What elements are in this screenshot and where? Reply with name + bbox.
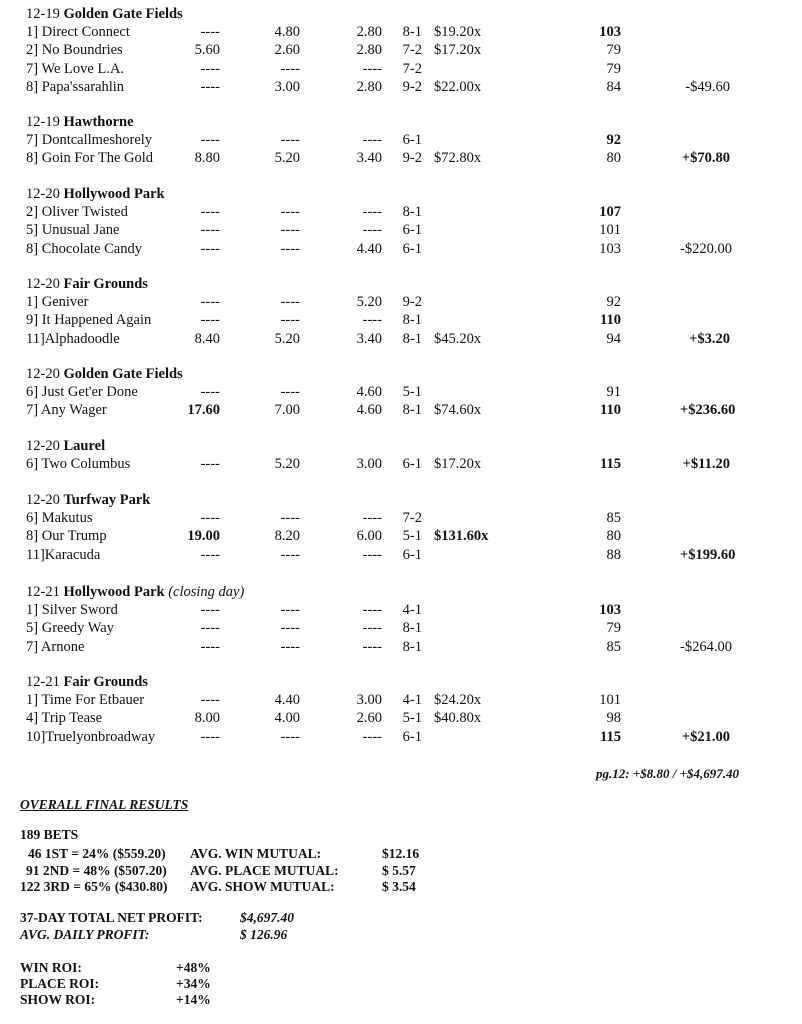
post-number: 9] xyxy=(26,312,39,329)
speed-figure: 92 xyxy=(606,132,621,148)
speed-figure: 101 xyxy=(599,692,621,708)
morning-line-odds: 8-1 xyxy=(402,330,422,347)
horse-entry xyxy=(26,222,119,239)
speed-figure: 103 xyxy=(599,602,621,618)
speed-figure: 115 xyxy=(600,456,621,472)
win-payout: 8.40 xyxy=(194,330,220,347)
horse-entry xyxy=(26,132,152,149)
horse-entry xyxy=(26,710,102,727)
win-payout: ---- xyxy=(200,132,220,148)
entry-row xyxy=(0,42,802,60)
horse-entry xyxy=(26,456,130,473)
place-payout: ---- xyxy=(280,294,300,310)
horse-name: It Happened Again xyxy=(41,312,152,329)
morning-line-odds: 6-1 xyxy=(402,240,422,257)
show-roi-value: +14% xyxy=(176,992,211,1007)
horse-name: Any Wager xyxy=(40,402,107,419)
place-payout: 4.40 xyxy=(274,692,300,708)
win-payout: ---- xyxy=(200,78,220,95)
entry-row xyxy=(0,61,802,79)
post-number: 1] xyxy=(26,692,39,708)
morning-line-odds: 9-2 xyxy=(402,294,422,310)
place-payout: ---- xyxy=(280,638,300,655)
horse-name: Geniver xyxy=(41,294,89,310)
entry-row xyxy=(0,150,802,168)
race-profit: -$264.00 xyxy=(680,638,732,655)
avg-show-value: $ 3.54 xyxy=(382,879,416,894)
total-bets: 189 BETS xyxy=(20,827,79,842)
show-payout: 3.40 xyxy=(356,330,382,347)
horse-entry xyxy=(26,528,107,545)
morning-line-odds: 6-1 xyxy=(402,728,422,745)
entry-row xyxy=(0,692,802,710)
post-number: 11] xyxy=(26,546,45,563)
race-profit: +$199.60 xyxy=(680,546,736,563)
entry-row xyxy=(0,402,802,420)
win-mutuel: $40.80x xyxy=(434,710,482,727)
post-number: 8] xyxy=(26,528,39,545)
post-number: 5] xyxy=(26,222,39,239)
place-payout: 5.20 xyxy=(274,456,300,472)
entry-row xyxy=(0,331,802,349)
morning-line-odds: 8-1 xyxy=(402,24,422,40)
morning-line-odds: 9-2 xyxy=(402,78,422,95)
horse-name: Truelyonbroadway xyxy=(45,728,156,745)
post-number: 4] xyxy=(26,710,39,727)
place-payout: ---- xyxy=(280,240,300,257)
post-number: 1] xyxy=(26,602,39,618)
speed-figure: 115 xyxy=(600,728,621,745)
morning-line-odds: 6-1 xyxy=(402,222,422,239)
morning-line-odds: 8-1 xyxy=(402,620,422,637)
race-track: Fair Grounds xyxy=(63,276,148,292)
place-payout: ---- xyxy=(280,620,300,637)
show-payout: ---- xyxy=(362,204,382,220)
morning-line-odds: 6-1 xyxy=(402,132,422,148)
daily-profit-label: AVG. DAILY PROFIT: xyxy=(20,927,150,942)
post-number: 8] xyxy=(26,78,39,95)
show-payout: 2.80 xyxy=(356,24,382,40)
horse-name: Time For Etbauer xyxy=(41,692,145,708)
race-date: 12-20 xyxy=(26,276,60,292)
race-profit: -$49.60 xyxy=(685,78,730,95)
race-header xyxy=(26,492,150,509)
race-profit: +$11.20 xyxy=(682,456,730,472)
post-number: 7] xyxy=(26,132,39,148)
place-payout: 7.00 xyxy=(274,402,300,419)
speed-figure: 98 xyxy=(606,710,621,727)
race-profit: +$21.00 xyxy=(681,728,730,745)
morning-line-odds: 7-2 xyxy=(402,60,422,77)
show-payout: 3.00 xyxy=(356,692,382,708)
entry-row xyxy=(0,639,802,657)
race-track: Fair Grounds xyxy=(63,674,148,690)
race-header xyxy=(26,276,148,293)
horse-name: Arnone xyxy=(40,638,85,655)
win-mutuel: $74.60x xyxy=(434,402,482,419)
entry-row xyxy=(0,620,802,638)
post-number: 1] xyxy=(26,24,39,40)
win-mutuel: $19.20x xyxy=(434,24,482,40)
horse-name: Karacuda xyxy=(44,546,101,563)
horse-name: Oliver Twisted xyxy=(41,204,128,220)
show-payout: 2.80 xyxy=(356,78,382,95)
win-payout: ---- xyxy=(200,24,220,40)
horse-entry xyxy=(26,692,144,709)
win-roi-label: WIN ROI: xyxy=(20,960,82,975)
morning-line-odds: 8-1 xyxy=(402,402,422,419)
show-payout: 4.60 xyxy=(356,384,382,400)
speed-figure: 110 xyxy=(600,402,621,419)
horse-name: Goin For The Gold xyxy=(41,150,154,167)
race-track: Golden Gate Fields xyxy=(63,366,183,382)
win-mutuel: $17.20x xyxy=(434,456,482,472)
avg-place-value: $ 5.57 xyxy=(382,863,416,878)
horse-entry xyxy=(26,241,142,258)
place-payout: 5.20 xyxy=(274,150,300,167)
win-payout: 19.00 xyxy=(187,528,220,545)
morning-line-odds: 5-1 xyxy=(402,384,422,400)
show-roi-label: SHOW ROI: xyxy=(20,992,96,1007)
post-number: 7] xyxy=(26,402,39,419)
finish-show: 122 3RD = 65% ($430.80) xyxy=(20,879,168,894)
entry-row xyxy=(0,204,802,222)
show-payout: 2.80 xyxy=(356,42,382,59)
horse-entry xyxy=(26,639,84,656)
horse-name: Two Columbus xyxy=(41,456,131,472)
net-profit-value: $4,697.40 xyxy=(240,910,294,925)
horse-name: We Love L.A. xyxy=(41,60,125,77)
speed-figure: 80 xyxy=(606,150,621,167)
show-payout: 3.40 xyxy=(356,150,382,167)
speed-figure: 101 xyxy=(599,222,621,239)
horse-name: Alphadoodle xyxy=(44,330,120,347)
race-profit: -$220.00 xyxy=(680,240,732,257)
show-payout: ---- xyxy=(362,510,382,526)
entry-row xyxy=(0,294,802,312)
speed-figure: 84 xyxy=(606,78,621,95)
race-header xyxy=(26,6,183,23)
win-payout: ---- xyxy=(200,728,220,745)
morning-line-odds: 8-1 xyxy=(402,638,422,655)
post-number: 8] xyxy=(26,240,39,257)
race-header xyxy=(26,366,183,383)
morning-line-odds: 4-1 xyxy=(402,602,422,618)
show-payout: 5.20 xyxy=(356,294,382,310)
place-payout: ---- xyxy=(280,546,300,563)
race-profit: +$3.20 xyxy=(689,330,730,347)
entry-row xyxy=(0,729,802,747)
win-mutuel: $22.00x xyxy=(434,78,482,95)
avg-show-label: AVG. SHOW MUTUAL: xyxy=(190,879,335,894)
horse-entry xyxy=(26,402,107,419)
horse-entry xyxy=(26,384,138,401)
speed-figure: 107 xyxy=(599,204,621,220)
race-date: 12-21 xyxy=(26,584,60,600)
speed-figure: 92 xyxy=(606,294,621,310)
horse-name: Makutus xyxy=(41,510,93,526)
morning-line-odds: 9-2 xyxy=(402,150,422,167)
place-payout: 4.00 xyxy=(274,710,300,727)
speed-figure: 94 xyxy=(606,330,621,347)
show-payout: ---- xyxy=(362,60,382,77)
horse-name: Unusual Jane xyxy=(41,222,120,239)
morning-line-odds: 8-1 xyxy=(402,204,422,220)
horse-name: Silver Sword xyxy=(41,602,118,618)
show-payout: ---- xyxy=(362,312,382,329)
show-payout: 6.00 xyxy=(356,528,382,545)
win-mutuel: $45.20x xyxy=(434,330,482,347)
race-note: (closing day) xyxy=(168,584,245,600)
race-date: 12-20 xyxy=(26,186,60,202)
race-header xyxy=(26,186,165,203)
win-payout: ---- xyxy=(200,602,220,618)
place-roi-label: PLACE ROI: xyxy=(20,976,100,991)
entry-row xyxy=(0,79,802,97)
horse-entry xyxy=(26,510,92,527)
entry-row xyxy=(0,312,802,330)
race-profit: +$70.80 xyxy=(681,150,730,167)
post-number: 6] xyxy=(26,384,39,400)
win-payout: ---- xyxy=(200,384,220,400)
win-mutuel: $24.20x xyxy=(434,692,482,708)
race-track: Hollywood Park xyxy=(63,186,165,202)
win-payout: ---- xyxy=(200,240,220,257)
show-payout: ---- xyxy=(362,132,382,148)
race-date: 12-21 xyxy=(26,674,60,690)
place-payout: ---- xyxy=(280,384,300,400)
net-profit-label: 37-DAY TOTAL NET PROFIT: xyxy=(20,910,203,925)
entry-row xyxy=(0,222,802,240)
horse-name: Our Trump xyxy=(41,528,107,545)
win-payout: 8.80 xyxy=(194,150,220,167)
entry-row xyxy=(0,710,802,728)
win-payout: ---- xyxy=(200,204,220,220)
horse-name: No Boundries xyxy=(41,42,123,59)
race-date: 12-19 xyxy=(26,114,60,130)
daily-profit-value: $ 126.96 xyxy=(240,927,288,942)
win-roi-value: +48% xyxy=(176,960,211,975)
speed-figure: 85 xyxy=(606,510,621,526)
entry-row xyxy=(0,547,802,565)
win-payout: ---- xyxy=(200,692,220,708)
win-payout: ---- xyxy=(200,546,220,563)
win-mutuel: $17.20x xyxy=(434,42,482,59)
show-payout: ---- xyxy=(362,728,382,745)
race-header xyxy=(26,114,134,131)
post-number: 7] xyxy=(26,638,39,655)
win-payout: ---- xyxy=(200,510,220,526)
horse-name: Chocolate Candy xyxy=(41,240,142,257)
win-payout: ---- xyxy=(200,620,220,637)
avg-place-label: AVG. PLACE MUTUAL: xyxy=(190,863,339,878)
finish-win: 46 1ST = 24% ($559.20) xyxy=(28,846,166,861)
morning-line-odds: 6-1 xyxy=(402,456,422,472)
post-number: 6] xyxy=(26,510,39,526)
place-roi-value: +34% xyxy=(176,976,211,991)
horse-name: Dontcallmeshorely xyxy=(41,132,153,148)
morning-line-odds: 4-1 xyxy=(402,692,422,708)
win-payout: ---- xyxy=(200,294,220,310)
speed-figure: 85 xyxy=(606,638,621,655)
race-profit: +$236.60 xyxy=(680,402,736,419)
win-mutuel: $72.80x xyxy=(434,150,482,167)
entry-row xyxy=(0,132,802,150)
race-track: Hollywood Park xyxy=(63,584,165,600)
race-date: 12-19 xyxy=(26,6,60,22)
entry-row xyxy=(0,456,802,474)
horse-entry xyxy=(26,61,124,78)
morning-line-odds: 5-1 xyxy=(402,710,422,727)
win-payout: 5.60 xyxy=(194,42,220,59)
horse-entry xyxy=(26,24,130,41)
post-number: 5] xyxy=(26,620,39,637)
horse-name: Papa'ssarahlin xyxy=(41,78,125,95)
show-payout: ---- xyxy=(362,602,382,618)
morning-line-odds: 6-1 xyxy=(402,546,422,563)
horse-name: Trip Tease xyxy=(41,710,103,727)
place-payout: ---- xyxy=(280,132,300,148)
place-payout: ---- xyxy=(280,204,300,220)
finish-place: 91 2ND = 48% ($507.20) xyxy=(26,863,167,878)
entry-row xyxy=(0,241,802,259)
race-track: Laurel xyxy=(63,438,106,454)
avg-win-value: $12.16 xyxy=(382,846,420,861)
page-total: pg.12: +$8.80 / +$4,697.40 xyxy=(596,766,740,781)
win-payout: ---- xyxy=(200,60,220,77)
show-payout: ---- xyxy=(362,222,382,239)
speed-figure: 110 xyxy=(600,312,621,329)
overall-results-heading: OVERALL FINAL RESULTS xyxy=(20,797,189,812)
race-date: 12-20 xyxy=(26,366,60,382)
horse-entry xyxy=(26,729,155,746)
entry-row xyxy=(0,24,802,42)
entry-row xyxy=(0,528,802,546)
race-track: Turfway Park xyxy=(63,492,151,508)
morning-line-odds: 8-1 xyxy=(402,312,422,329)
horse-entry xyxy=(26,620,114,637)
horse-name: Just Get'er Done xyxy=(41,384,138,400)
win-payout: ---- xyxy=(200,456,220,472)
speed-figure: 88 xyxy=(606,546,621,563)
show-payout: ---- xyxy=(362,638,382,655)
morning-line-odds: 7-2 xyxy=(402,510,422,526)
post-number: 1] xyxy=(26,294,39,310)
place-payout: ---- xyxy=(280,222,300,239)
speed-figure: 79 xyxy=(606,42,621,59)
speed-figure: 79 xyxy=(606,620,621,637)
win-payout: 17.60 xyxy=(187,402,220,419)
place-payout: ---- xyxy=(280,312,300,329)
race-header xyxy=(26,438,105,455)
win-mutuel: $131.60x xyxy=(434,528,489,545)
post-number: 7] xyxy=(26,60,39,77)
place-payout: 4.80 xyxy=(274,24,300,40)
horse-entry xyxy=(26,42,123,59)
morning-line-odds: 5-1 xyxy=(402,528,422,545)
show-payout: 3.00 xyxy=(356,456,382,472)
horse-name: Greedy Way xyxy=(41,620,114,637)
place-payout: 2.60 xyxy=(274,42,300,59)
win-payout: ---- xyxy=(200,312,220,329)
speed-figure: 103 xyxy=(599,24,621,40)
race-header xyxy=(26,584,244,601)
race-track: Golden Gate Fields xyxy=(63,6,183,22)
post-number: 8] xyxy=(26,150,39,167)
entry-row xyxy=(0,510,802,528)
avg-win-label: AVG. WIN MUTUAL: xyxy=(190,846,322,861)
post-number: 11] xyxy=(26,330,45,347)
show-payout: ---- xyxy=(362,546,382,563)
entry-row xyxy=(0,384,802,402)
horse-name: Direct Connect xyxy=(41,24,130,40)
speed-figure: 103 xyxy=(599,240,621,257)
entry-row xyxy=(0,602,802,620)
post-number: 2] xyxy=(26,204,39,220)
win-payout: ---- xyxy=(200,638,220,655)
horse-entry xyxy=(26,294,88,311)
race-date: 12-20 xyxy=(26,492,60,508)
show-payout: 4.40 xyxy=(356,240,382,257)
show-payout: 4.60 xyxy=(356,402,382,419)
race-header xyxy=(26,674,148,691)
race-date: 12-20 xyxy=(26,438,60,454)
speed-figure: 79 xyxy=(606,60,621,77)
place-payout: 8.20 xyxy=(274,528,300,545)
horse-entry xyxy=(26,331,120,348)
win-payout: ---- xyxy=(200,222,220,239)
place-payout: ---- xyxy=(280,728,300,745)
horse-entry xyxy=(26,204,128,221)
place-payout: 3.00 xyxy=(274,78,300,95)
place-payout: ---- xyxy=(280,60,300,77)
horse-entry xyxy=(26,602,118,619)
speed-figure: 91 xyxy=(606,384,621,400)
horse-entry xyxy=(26,150,153,167)
speed-figure: 80 xyxy=(606,528,621,545)
place-payout: ---- xyxy=(280,510,300,526)
post-number: 2] xyxy=(26,42,39,59)
morning-line-odds: 7-2 xyxy=(402,42,422,59)
post-number: 10] xyxy=(26,728,46,745)
post-number: 6] xyxy=(26,456,39,472)
horse-entry xyxy=(26,547,100,564)
place-payout: 5.20 xyxy=(274,330,300,347)
win-payout: 8.00 xyxy=(194,710,220,727)
show-payout: 2.60 xyxy=(356,710,382,727)
race-track: Hawthorne xyxy=(63,114,134,130)
show-payout: ---- xyxy=(362,620,382,637)
horse-entry xyxy=(26,312,151,329)
place-payout: ---- xyxy=(280,602,300,618)
horse-entry xyxy=(26,79,124,96)
